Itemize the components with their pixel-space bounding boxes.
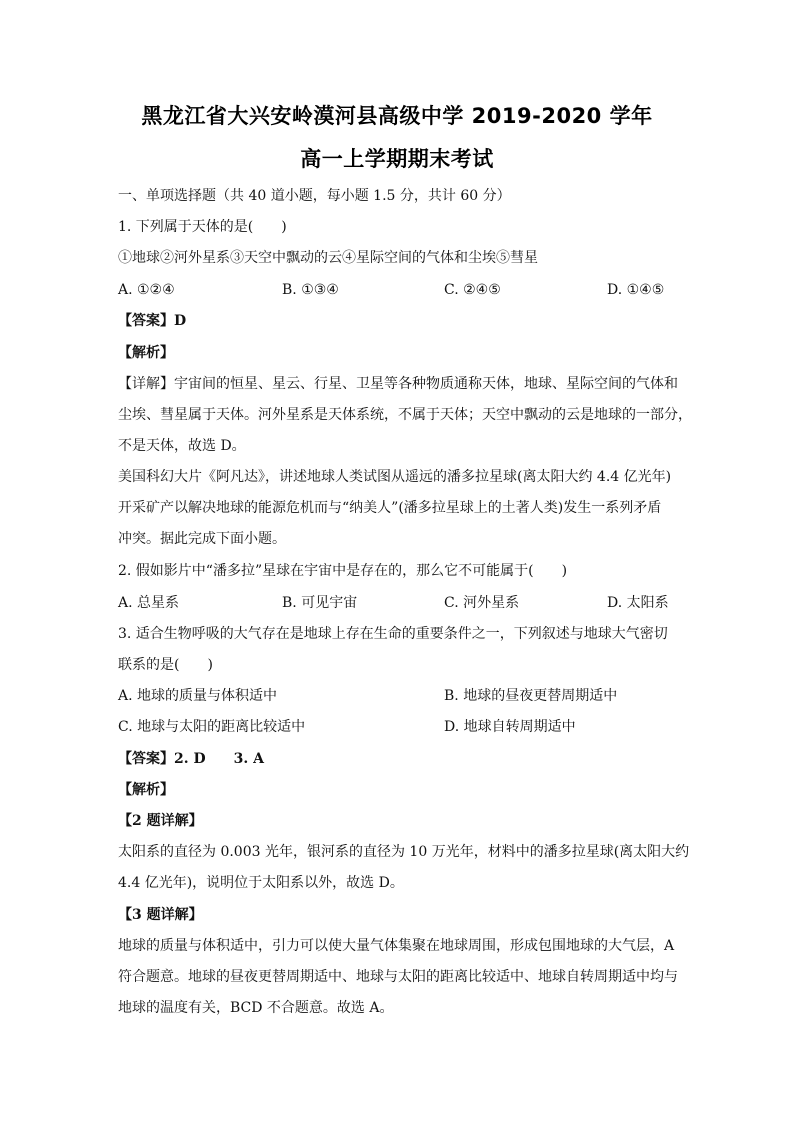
document-title: 黑龙江省大兴安岭漠河县高级中学 2019-2020 学年 [141,104,653,128]
question-1-items: ①地球②河外星系③天空中飘动的云④星际空间的气体和尘埃⑤彗星 [118,250,538,266]
question-1-option-c: C. ②④⑤ [444,282,501,298]
question-1-detail-line: 【详解】宇宙间的恒星、星云、行星、卫星等各种物质通称天体，地球、星际空间的气体和 [118,376,678,392]
question-1-stem: 1. 下列属于天体的是( ) [118,219,287,235]
question-1-detail-line: 尘埃、彗星属于天体。河外星系是天体系统，不属于天体；天空中飘动的云是地球的一部分， [118,407,692,423]
question-1-option-a: A. ①②④ [118,282,175,298]
document-subtitle: 高一上学期期末考试 [300,147,494,171]
question-3-stem-line: 联系的是( ) [118,657,213,673]
question-3-option-c: C. 地球与太阳的距离比较适中 [118,719,306,735]
question-3-detail-label: 【3 题详解】 [118,907,203,923]
questions-2-3-analysis-label: 【解析】 [118,782,174,798]
question-3-detail-line: 地球的质量与体积适中，引力可以使大量气体集聚在地球周围，形成包围地球的大气层，A [118,938,675,954]
question-1-detail-line: 不是天体，故选 D。 [118,438,246,454]
question-3-option-b: B. 地球的昼夜更替周期适中 [444,688,618,704]
section-heading: 一、单项选择题（共 40 道小题，每小题 1.5 分，共计 60 分） [118,188,511,204]
question-2-detail-line: 4.4 亿光年)，说明位于太阳系以外，故选 D。 [118,875,404,891]
passage-line: 美国科幻大片《阿凡达》，讲述地球人类试图从遥远的潘多拉星球(离太阳大约 4.4 亿光年) [118,469,672,485]
question-2-stem: 2. 假如影片中“潘多拉”星球在宇宙中是存在的，那么它不可能属于( ) [118,563,568,579]
question-2-option-b: B. 可见宇宙 [282,595,358,611]
question-2-option-d: D. 太阳系 [607,595,669,611]
question-3-stem-line: 3. 适合生物呼吸的大气存在是地球上存在生命的重要条件之一，下列叙述与地球大气密切 [118,626,668,642]
question-1-answer: 【答案】D [118,313,187,329]
question-1-analysis-label: 【解析】 [118,345,174,361]
question-3-detail-line: 地球的温度有关，BCD 不合题意。故选 A。 [118,1000,394,1016]
question-2-detail-label: 【2 题详解】 [118,813,203,829]
question-2-option-c: C. 河外星系 [444,595,520,611]
passage-line: 冲突。据此完成下面小题。 [118,531,286,547]
question-2-detail-line: 太阳系的直径为 0.003 光年，银河系的直径为 10 万光年，材料中的潘多拉星球(离太阳大约 [118,844,690,860]
questions-2-3-answer: 【答案】2. D 3. A [118,751,264,767]
passage-line: 开采矿产以解决地球的能源危机而与“纳美人”(潘多拉星球上的土著人类)发生一系列矛盾 [118,500,662,516]
question-3-detail-line: 符合题意。地球的昼夜更替周期适中、地球与太阳的距离比较适中、地球自转周期适中均与 [118,969,678,985]
question-1-option-d: D. ①④⑤ [607,282,665,298]
question-1-option-b: B. ①③④ [282,282,339,298]
question-3-option-d: D. 地球自转周期适中 [444,719,576,735]
question-3-option-a: A. 地球的质量与体积适中 [118,688,278,704]
question-2-option-a: A. 总星系 [118,595,180,611]
